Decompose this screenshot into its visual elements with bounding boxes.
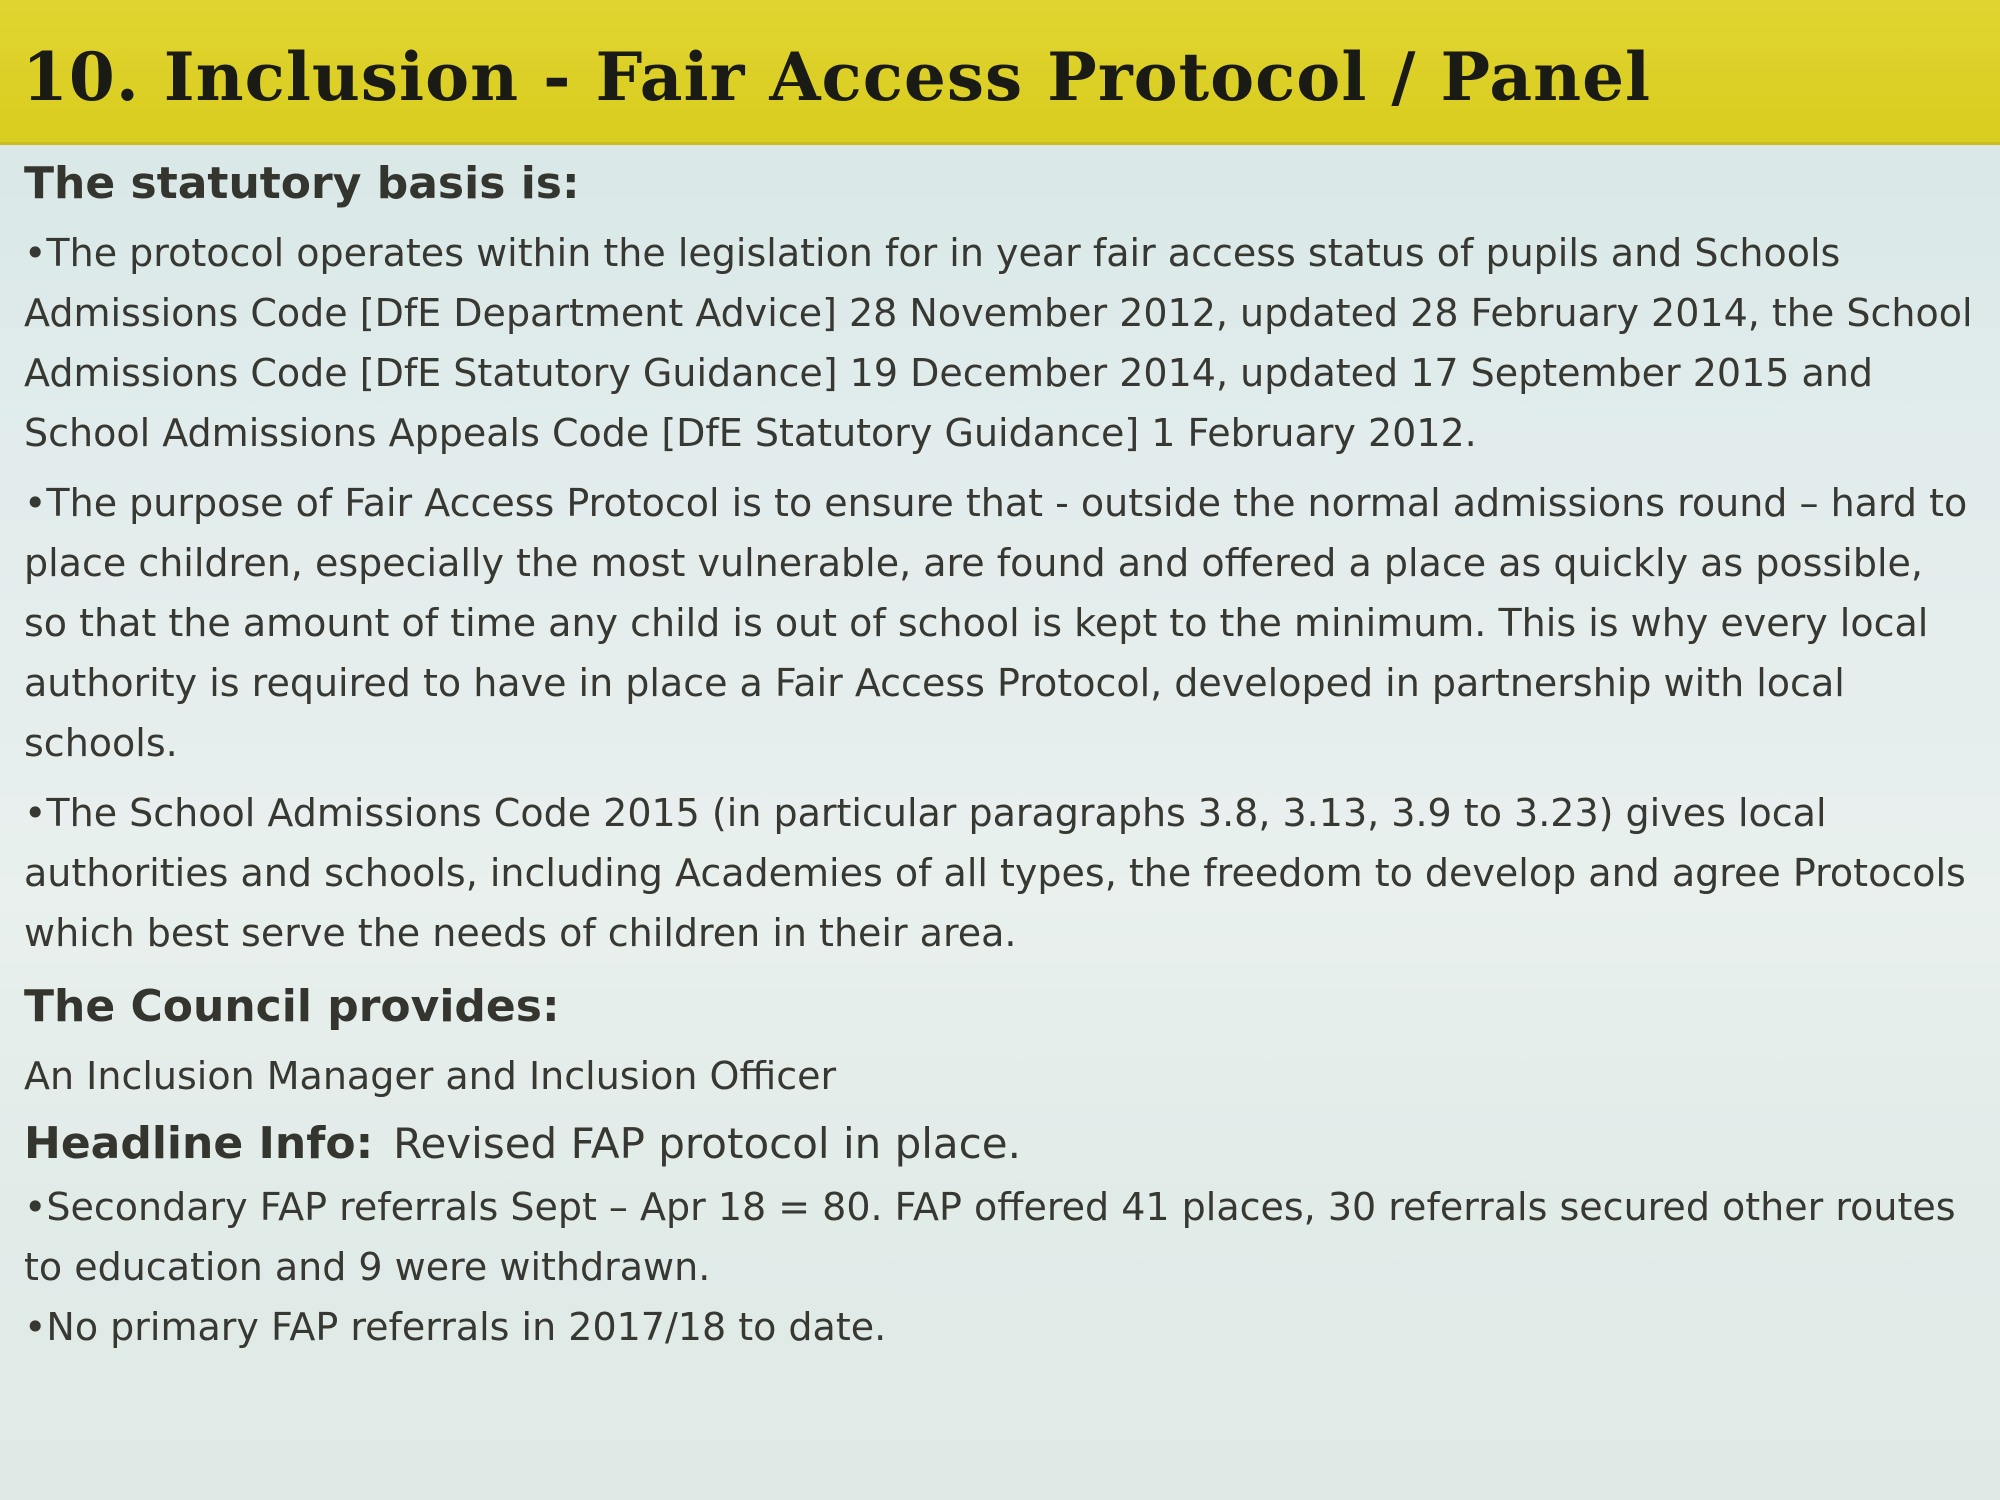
headline-point-2: •No primary FAP referrals in 2017/18 to date. <box>24 1305 887 1349</box>
headline-row <box>24 1118 1974 1169</box>
title-bar <box>0 0 2000 145</box>
council-heading: The Council provides: <box>24 981 560 1032</box>
slide-title: 10. Inclusion - Fair Access Protocol / Panel <box>22 38 1652 116</box>
statutory-point-3: •The School Admissions Code 2015 (in particular paragraphs 3.8, 3.13, 3.9 to 3.23) gives local authorities and schools, including Academies of all types, the freedom to develop and agree Protocols which best serve the needs of children in their area. <box>24 791 1966 955</box>
headline-point-1: •Secondary FAP referrals Sept – Apr 18 = 80. FAP offered 41 places, 30 referrals secured other routes to education and 9 were withdrawn. <box>24 1185 1956 1289</box>
statutory-heading: The statutory basis is: <box>24 158 580 209</box>
council-text: An Inclusion Manager and Inclusion Officer <box>24 1054 837 1098</box>
headline-label: Headline Info: <box>24 1118 374 1169</box>
slide-content <box>24 158 1974 1357</box>
headline-value: Revised FAP protocol in place. <box>393 1119 1021 1168</box>
statutory-point-1: •The protocol operates within the legislation for in year fair access status of pupils and Schools Admissions Code [DfE Department Advice] 28 November 2012, updated 28 February 2014, the School Admissions Code [DfE Statutory Guidance] 19 December 2014, updated 17 September 2015 and School Admissions Appeals Code [DfE Statutory Guidance] 1 February 2012. <box>24 231 1973 455</box>
statutory-point-2: •The purpose of Fair Access Protocol is to ensure that - outside the normal admissions round – hard to place children, especially the most vulnerable, are found and offered a place as quickly as possible, so that the amount of time any child is out of school is kept to the minimum. This is why every local authority is required to have in place a Fair Access Protocol, developed in partnership with local schools. <box>24 481 1968 765</box>
